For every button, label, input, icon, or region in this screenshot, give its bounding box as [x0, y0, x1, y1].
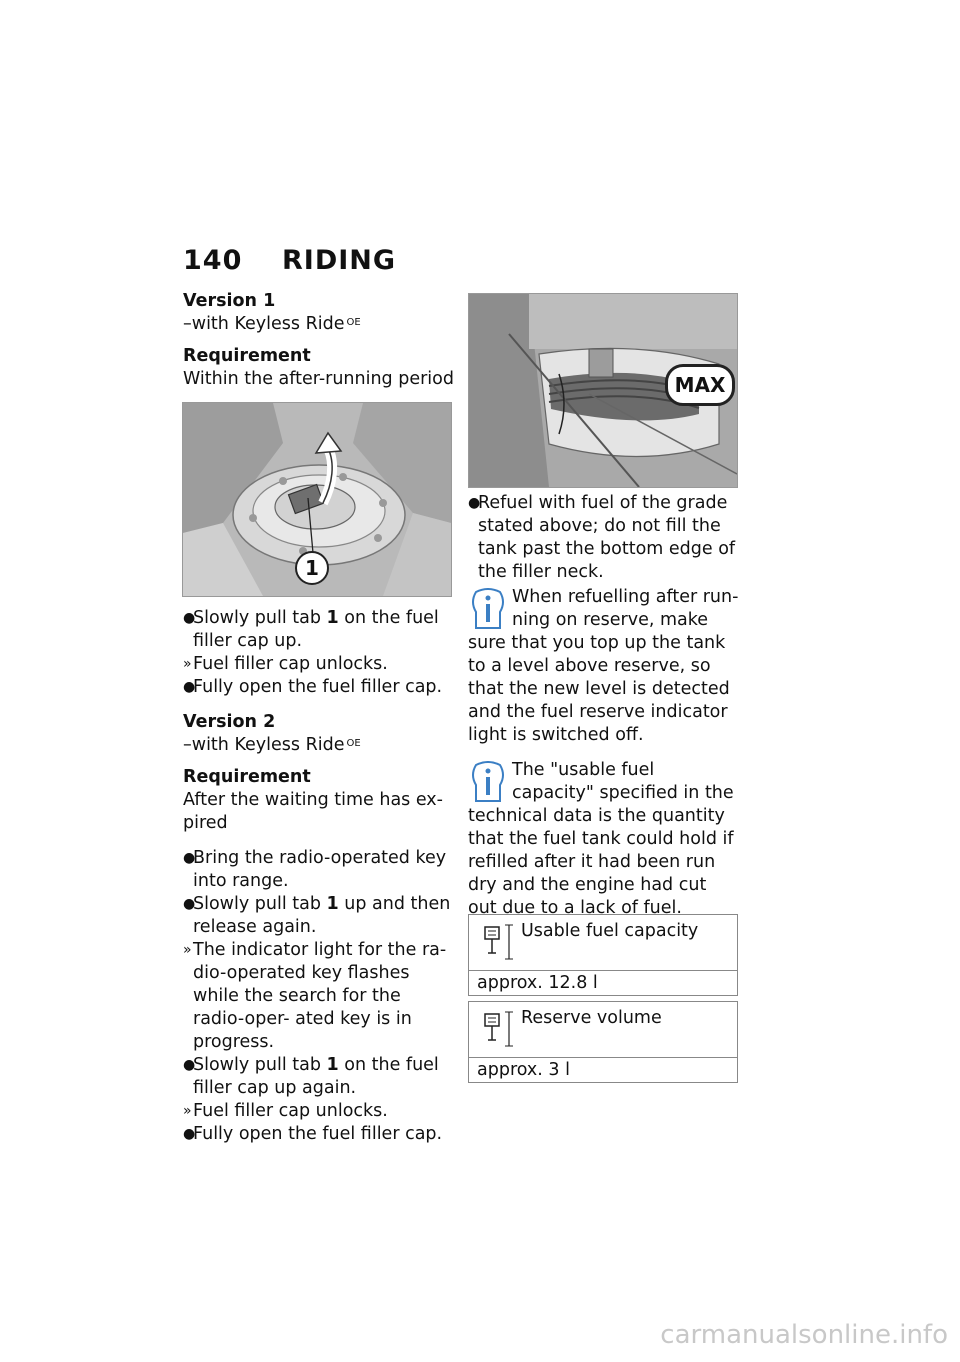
spec-value: approx. 3 l	[477, 1060, 570, 1080]
version2-requirement-text: After the waiting time has ex- pired	[183, 790, 443, 833]
version2-requirement-title: Requirement	[183, 767, 311, 787]
info-icon	[468, 761, 508, 805]
list-item: » The indicator light for the ra- dio-operated key flashes while the search for the radio-oper- ated key is in progress.	[183, 940, 447, 1052]
list-item: » Fuel filler cap unlocks.	[183, 654, 388, 674]
spec-value: approx. 12.8 l	[477, 973, 598, 993]
list-item: ● Refuel with fuel of the grade stated above; do not fill the tank past the bottom edge of the filler neck.	[468, 493, 736, 582]
list-item: ● Slowly pull tab 1 up and then release again.	[183, 894, 451, 937]
list-item: ● Bring the radio-operated key into range.	[183, 848, 447, 891]
version2-title: Version 2	[183, 712, 276, 732]
fuel-pump-icon	[483, 923, 515, 961]
info-note-1: When refuelling after run- ning on reserve, make sure that you top up the tank to a level above reserve, so that the new level is detected and the fuel reserve indicator light is switched off.	[468, 587, 739, 745]
reserve-volume-spec	[468, 1001, 738, 1083]
list-item: ● Slowly pull tab 1 on the fuel filler cap up.	[183, 608, 439, 651]
max-mark-label: MAX	[665, 364, 735, 406]
version1-requirement-text: Within the after-running period	[183, 369, 454, 389]
refuel-steps	[468, 492, 740, 584]
section-title: RIDING	[282, 245, 397, 276]
list-item: ● Fully open the fuel filler cap.	[183, 677, 443, 697]
version2-condition: –with Keyless Ride $^{OE}$	[183, 735, 361, 755]
spec-label: Reserve volume	[521, 1008, 662, 1028]
fuel-filler-cap-figure	[182, 402, 452, 597]
version1-steps	[183, 607, 455, 699]
info-icon	[468, 588, 508, 632]
version1-requirement-title: Requirement	[183, 346, 311, 366]
callout-label-1: 1	[295, 551, 329, 585]
info-note-2: The "usable fuel capacity" specified in the technical data is the quantity that the fuel tank could hold if refilled after it had been run dry and the engine had cut out due to a lack of fuel.	[468, 760, 734, 918]
list-item: » Fuel filler cap unlocks.	[183, 1101, 388, 1121]
version2-steps	[183, 847, 455, 1146]
filler-neck-max-figure	[468, 293, 738, 488]
page-number: 140	[183, 245, 243, 276]
version1-condition: –with Keyless Ride $^{OE}$	[183, 314, 361, 334]
list-item: ● Slowly pull tab 1 on the fuel filler cap up again.	[183, 1055, 439, 1098]
spec-label: Usable fuel capacity	[521, 921, 699, 941]
version1-title: Version 1	[183, 291, 276, 311]
list-item: ● Fully open the fuel filler cap.	[183, 1124, 443, 1144]
fuel-pump-icon	[483, 1010, 515, 1048]
watermark-text: carmanualsonline.info	[660, 1320, 948, 1350]
usable-fuel-capacity-spec	[468, 914, 738, 996]
right-column	[468, 492, 740, 920]
